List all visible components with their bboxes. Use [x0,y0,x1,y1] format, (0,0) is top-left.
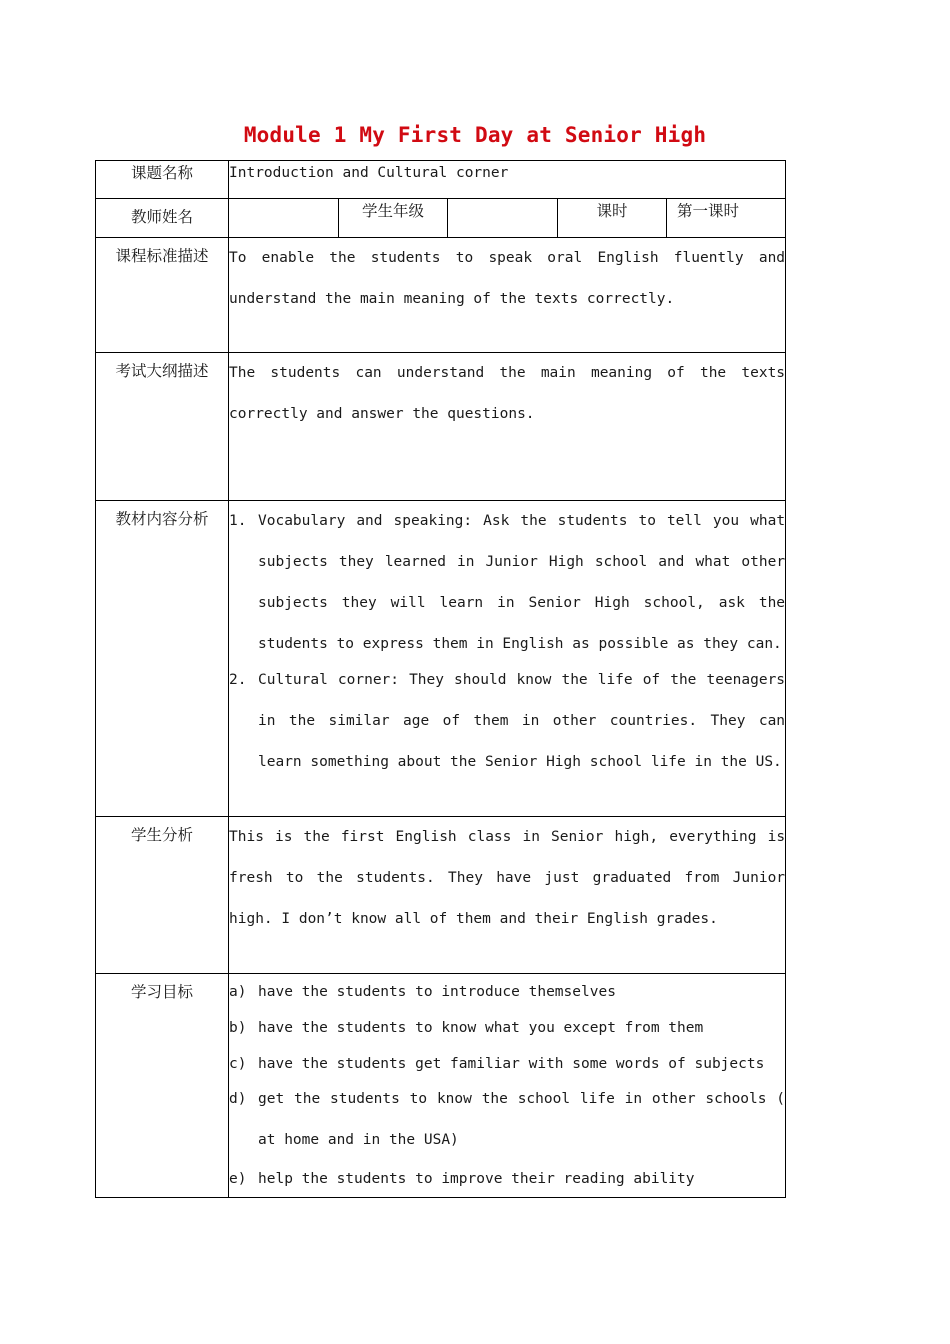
curriculum-label: 课程标准描述 [96,238,229,353]
curriculum-text: To enable the students to speak oral English fluently and understand the main meaning of the texts correctly. [229,250,786,307]
exam-label: 考试大纲描述 [96,353,229,501]
objective-item-marker: e) [229,1171,247,1187]
course-name-value: Introduction and Cultural corner [229,161,786,199]
objective-item-marker: c) [229,1056,247,1072]
objective-item [229,974,785,1010]
material-item-number: 1. [229,513,247,529]
document-title: Module 1 My First Day at Senior High [243,123,707,147]
material-item [229,501,785,665]
row-curriculum [96,238,786,353]
row-objectives [96,974,786,1198]
objective-item [229,1046,785,1082]
row-teacher [96,199,786,238]
objectives-label: 学习目标 [96,974,229,1198]
row-material [96,501,786,817]
objective-item-text: help the students to improve their reading ability [258,1171,695,1187]
objective-item-marker: a) [229,984,247,1000]
period-value: 第一课时 [667,199,786,238]
students-label: 学生分析 [96,817,229,974]
students-text: This is the first English class in Senior high, everything is fresh to the students. They have just graduated from Junior high. I don’t know all of them and their English grades. [229,829,786,927]
objective-item-marker: d) [229,1091,247,1107]
teacher-name-label: 教师姓名 [96,199,229,238]
teacher-name-value [229,199,339,238]
course-name-label: 课题名称 [96,161,229,199]
grade-label: 学生年级 [339,199,448,238]
objective-item [229,1010,785,1046]
row-course-name [96,161,786,199]
row-exam [96,353,786,501]
objective-item-marker: b) [229,1020,247,1036]
material-item-text: Cultural corner: They should know the life of the teenagers in the similar age of them in other countries. They can learn something about the Senior High school life in the US. [258,672,786,770]
exam-text: The students can understand the main meaning of the texts correctly and answer the questions. [229,365,786,422]
grade-value [448,199,558,238]
objective-item [229,1079,785,1161]
material-label: 教材内容分析 [96,501,229,817]
objective-item-text: have the students to know what you except from them [258,1020,704,1036]
material-item [229,660,785,783]
material-item-number: 2. [229,672,247,688]
row-students [96,817,786,974]
lesson-plan-table [95,160,786,1198]
objective-item-text: have the students to introduce themselves [258,984,616,1000]
objective-item-text: have the students get familiar with some words of subjects [258,1056,765,1072]
period-label: 课时 [558,199,667,238]
objective-item-text: get the students to know the school life in other schools ( at home and in the USA) [258,1091,786,1148]
material-item-text: Vocabulary and speaking: Ask the students to tell you what subjects they learned in Junior High school and what other subjects they will learn in Senior High school, ask the students to express them in English as possible as they can. [258,513,786,652]
objective-item [229,1161,785,1197]
